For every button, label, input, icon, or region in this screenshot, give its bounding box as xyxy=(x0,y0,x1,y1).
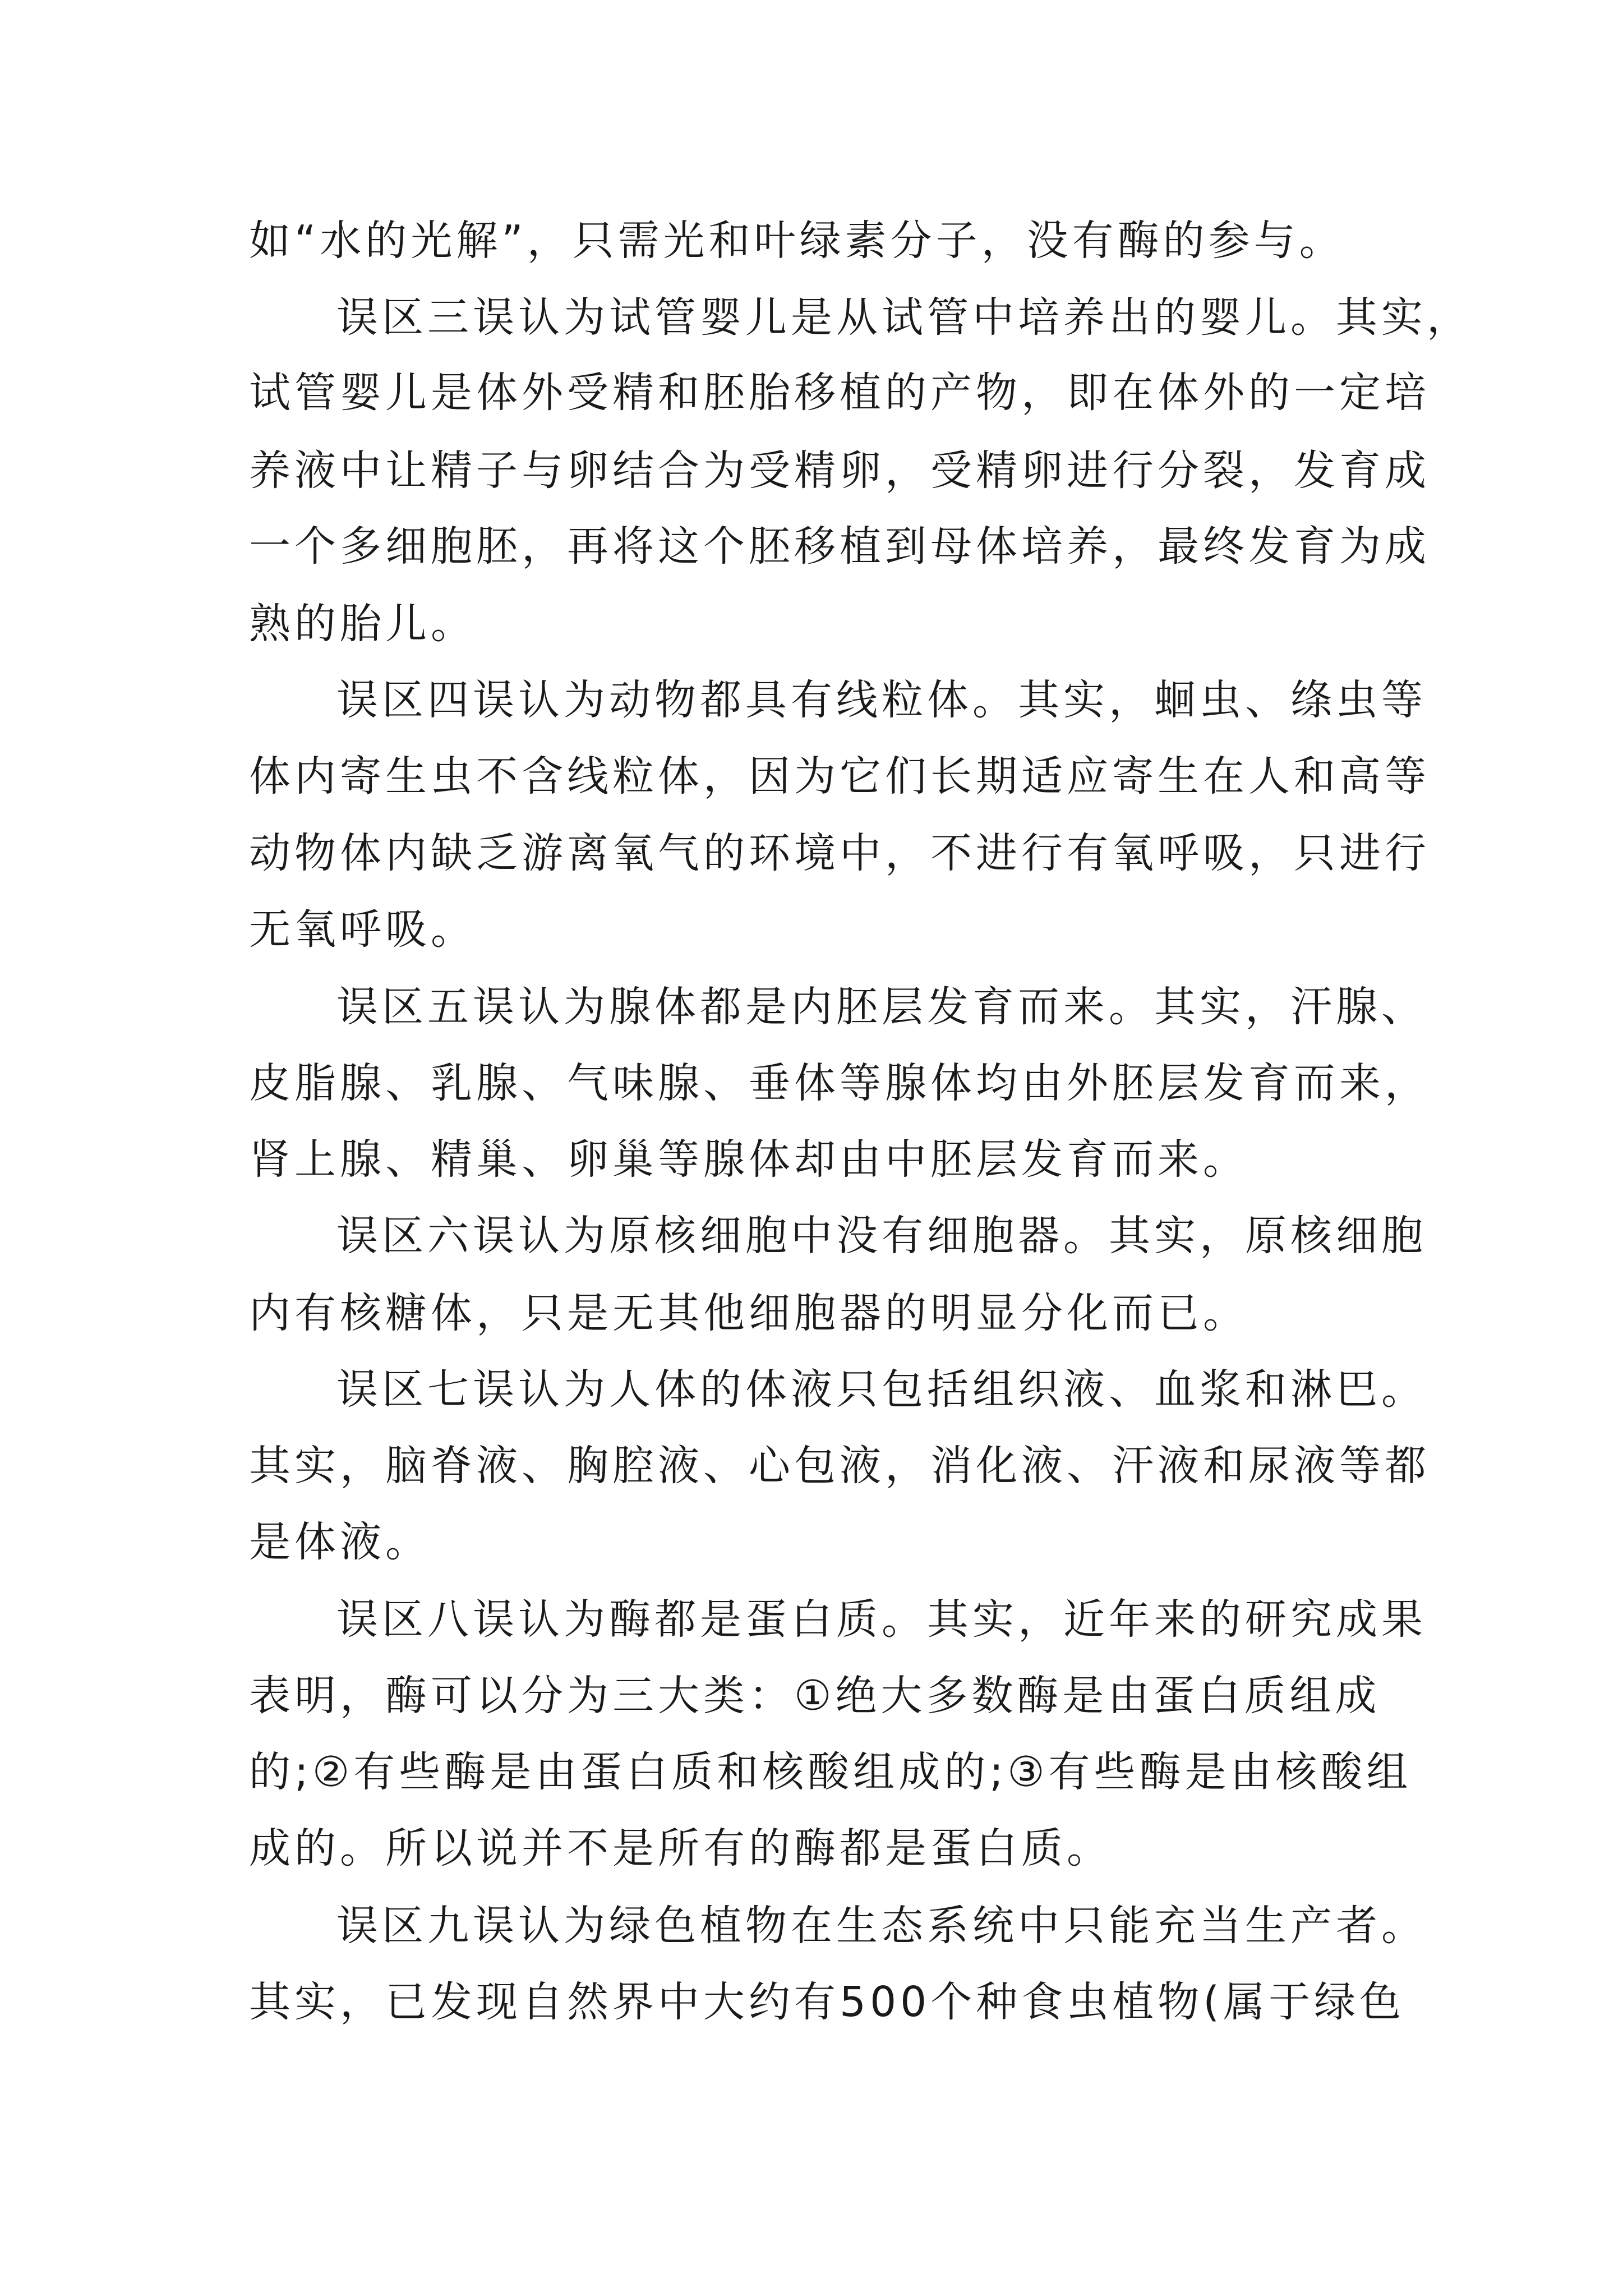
paragraph-start-line: 误区七误认为人体的体液只包括组织液、血浆和淋巴。 xyxy=(336,1365,1427,1414)
text-line: 试管婴儿是体外受精和胚胎移植的产物，即在体外的一定培 xyxy=(249,369,1430,417)
paragraph-start-line: 误区五误认为腺体都是内胚层发育而来。其实，汗腺、 xyxy=(336,983,1427,1031)
text-line: 肾上腺、精巢、卵巢等腺体却由中胚层发育而来。 xyxy=(249,1135,1248,1184)
text-line: 体内寄生虫不含线粒体，因为它们长期适应寄生在人和高等 xyxy=(249,752,1430,800)
text-line: 养液中让精子与卵结合为受精卵，受精卵进行分裂，发育成 xyxy=(249,447,1430,495)
paragraph-start-line: 误区三误认为试管婴儿是从试管中培养出的婴儿。其实， xyxy=(336,293,1472,342)
text-line: 动物体内缺乏游离氧气的环境中，不进行有氧呼吸，只进行 xyxy=(249,829,1430,877)
paragraph-start-line: 误区九误认为绿色植物在生态系统中只能充当生产者。 xyxy=(336,1902,1427,1950)
text-line: 如“水的光解”，只需光和叶绿素分子，没有酶的参与。 xyxy=(249,217,1345,265)
text-line: 一个多细胞胚，再将这个胚移植到母体培养，最终发育为成 xyxy=(249,522,1430,570)
text-line: 无氧呼吸。 xyxy=(249,905,476,954)
paragraph-start-line: 误区八误认为酶都是蛋白质。其实，近年来的研究成果 xyxy=(336,1595,1427,1644)
text-line: 其实，脑脊液、胸腔液、心包液，消化液、汗液和尿液等都 xyxy=(249,1442,1430,1490)
text-line: 的;②有些酶是由蛋白质和核酸组成的;③有些酶是由核酸组 xyxy=(249,1748,1412,1796)
paragraph-start-line: 误区四误认为动物都具有线粒体。其实，蛔虫、绦虫等 xyxy=(336,676,1427,724)
text-line: 成的。所以说并不是所有的酶都是蛋白质。 xyxy=(249,1824,1112,1872)
text-line: 表明，酶可以分为三大类：①绝大多数酶是由蛋白质组成 xyxy=(249,1672,1381,1720)
text-line: 熟的胎儿。 xyxy=(249,600,476,648)
text-line: 内有核糖体，只是无其他细胞器的明显分化而已。 xyxy=(249,1289,1248,1337)
text-line: 皮脂腺、乳腺、气味腺、垂体等腺体均由外胚层发育而来， xyxy=(249,1059,1430,1107)
text-line: 其实，已发现自然界中大约有500个种食虫植物(属于绿色 xyxy=(249,1978,1405,2026)
paragraph-start-line: 误区六误认为原核细胞中没有细胞器。其实，原核细胞 xyxy=(336,1212,1427,1260)
text-line: 是体液。 xyxy=(249,1518,431,1566)
